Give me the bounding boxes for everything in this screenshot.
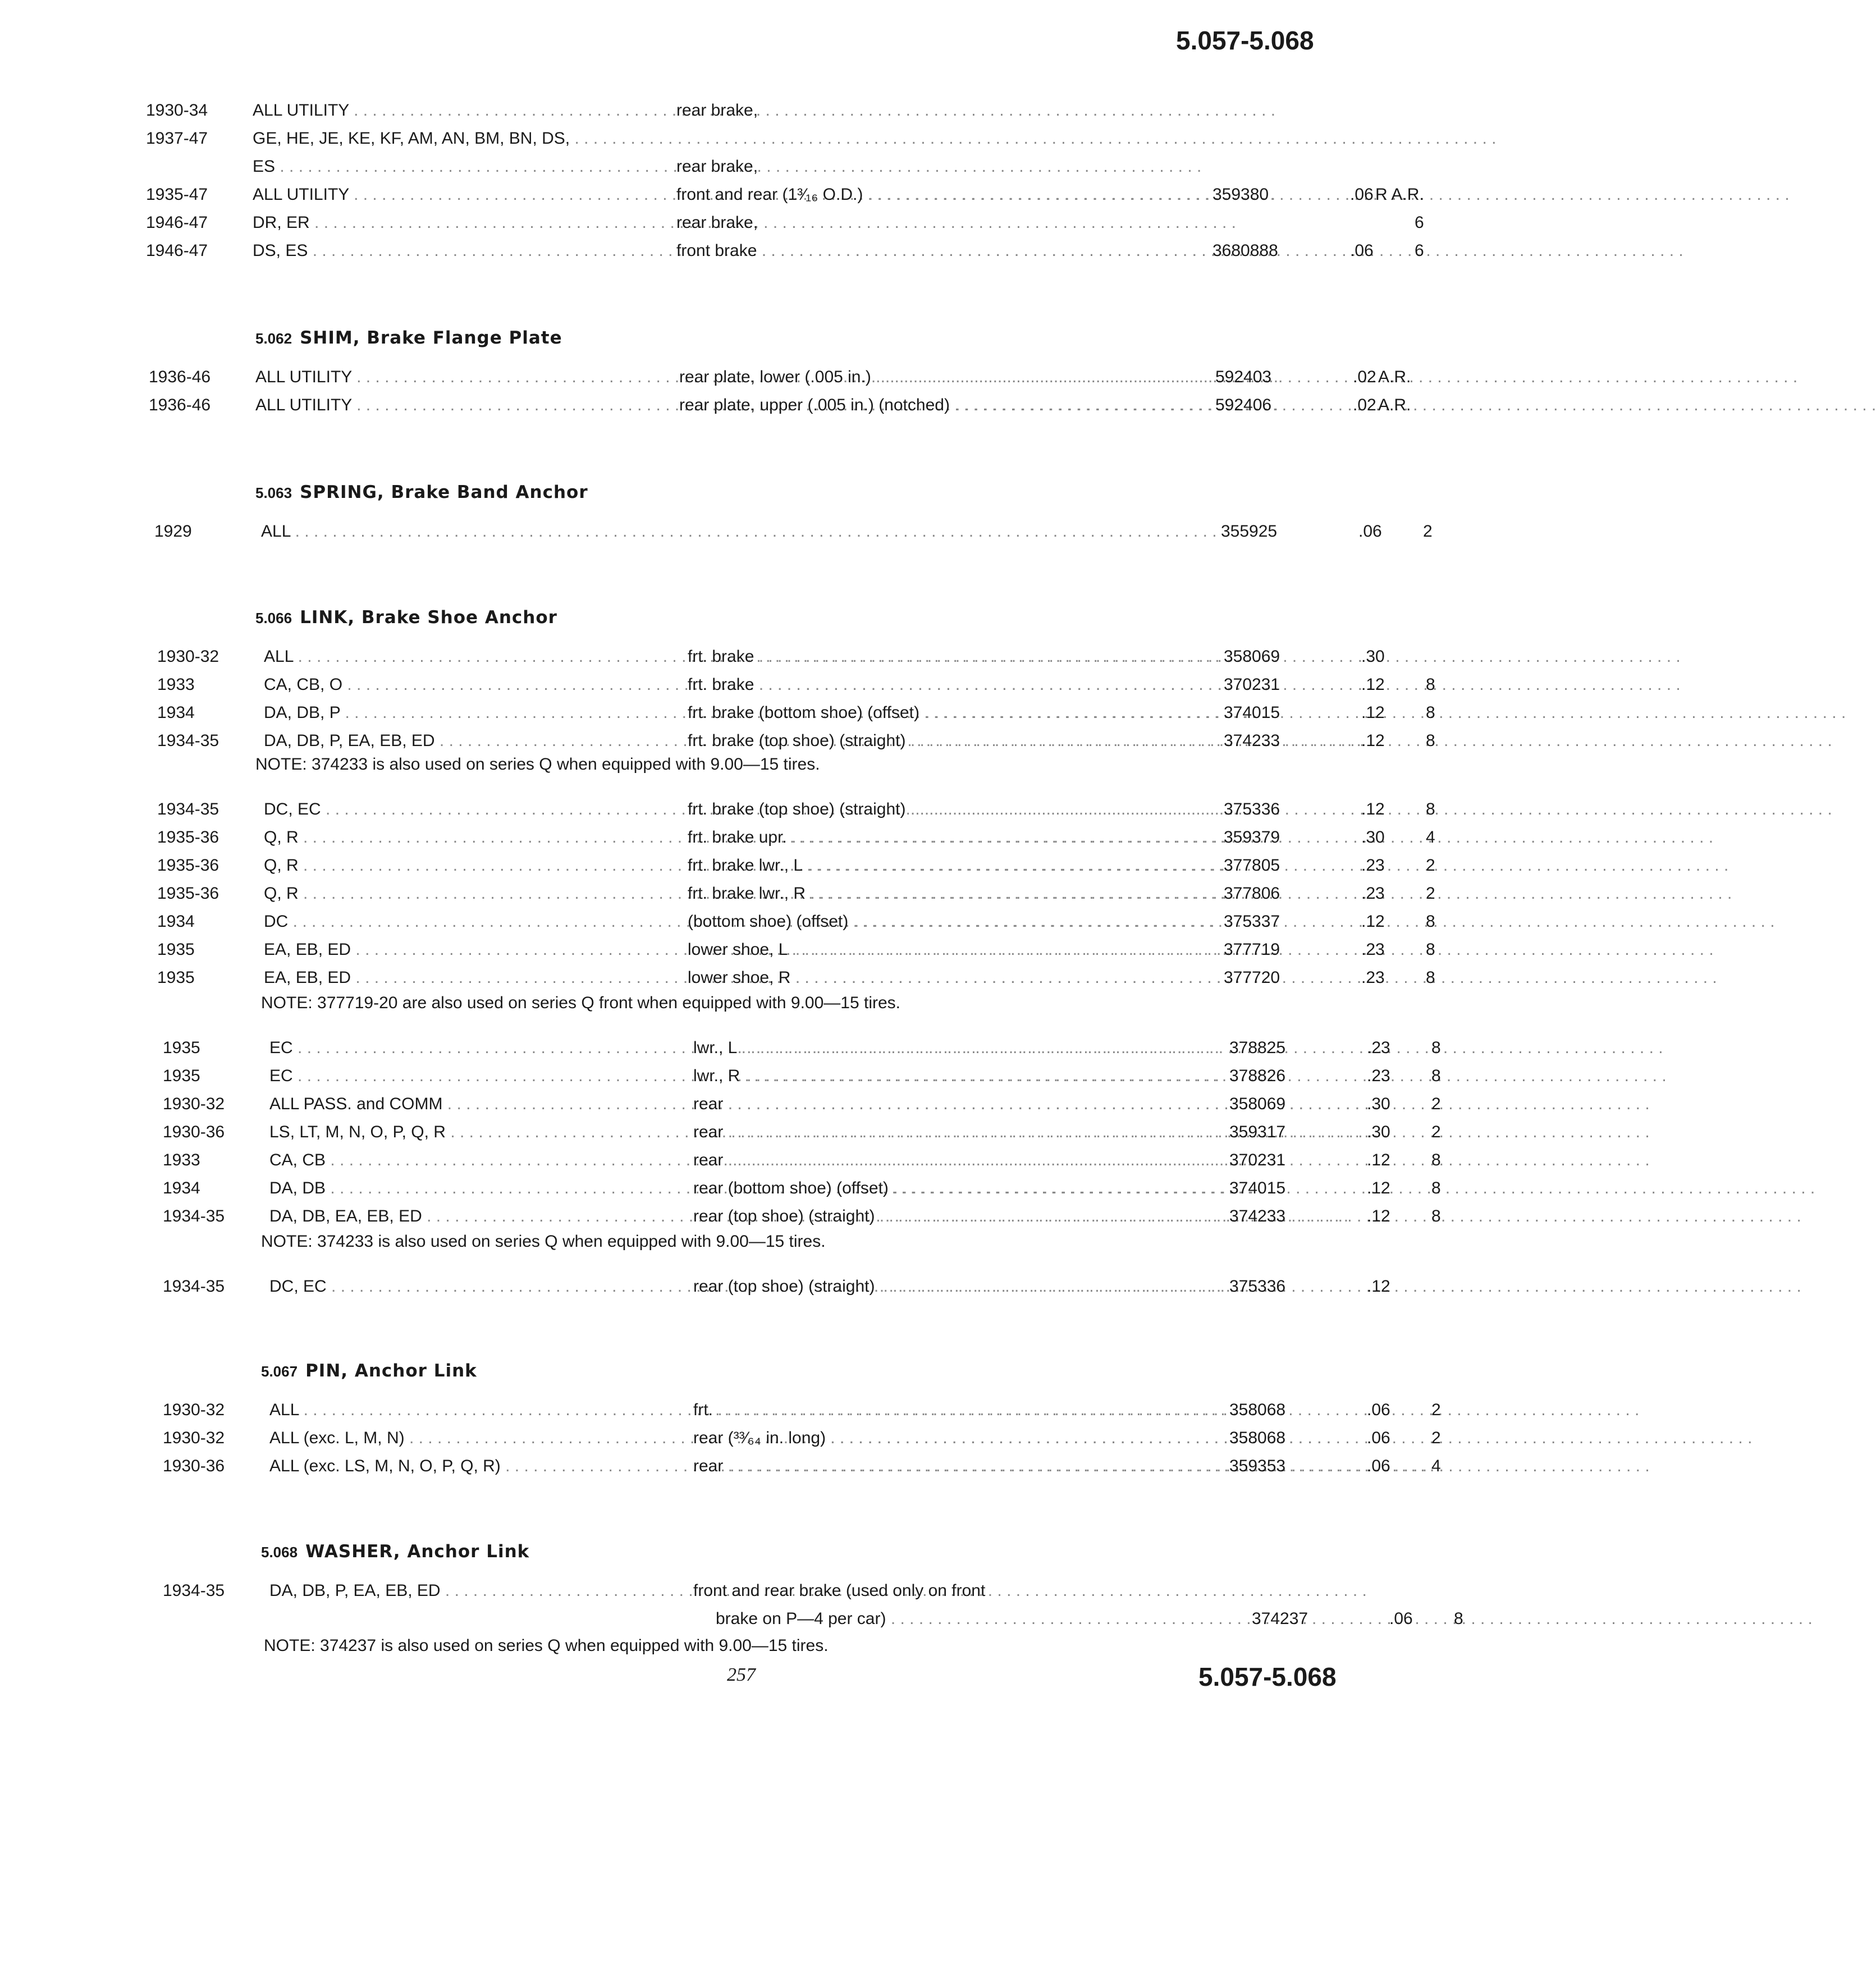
model-series: CA, CB . . . [269, 1148, 657, 1173]
note: NOTE: 374237 is also used on series Q when equipped with 9.00—15 tires. [264, 1636, 829, 1655]
part-number: 359353 [1229, 1457, 1286, 1475]
part-row [157, 797, 1435, 822]
page-range-footer: 5.057-5.068 [1198, 1662, 1337, 1691]
part-description: frt. brake lwr., R . . . [688, 881, 1201, 906]
model-series: EC . . . [269, 1036, 657, 1060]
part-description: lower shoe, R . . . [688, 966, 1201, 990]
page-number: 257 [727, 1664, 756, 1685]
quantity: 8 [1431, 1151, 1441, 1169]
part-row [149, 393, 1411, 418]
model-year: 1935-36 [157, 828, 219, 847]
model-year: 1933 [163, 1151, 200, 1169]
part-row [146, 211, 1424, 235]
part-row [154, 519, 1433, 544]
model-series: Q, R . . . [264, 853, 651, 878]
model-series: DC . . . [264, 909, 651, 934]
model-series: GE, HE, JE, KE, KF, AM, AN, BM, BN, DS, . . . [253, 126, 640, 151]
model-year: 1935-36 [157, 856, 219, 875]
quantity: 4 [1431, 1457, 1441, 1475]
part-row [146, 154, 1308, 179]
model-series: ALL . . . [264, 644, 651, 669]
model-series: ES . . . [253, 154, 640, 179]
model-year: 1937-47 [146, 129, 208, 148]
model-series: DA, DB . . . [269, 1176, 657, 1201]
price: .12 [1361, 675, 1385, 694]
part-row [157, 909, 1435, 934]
section-name: LINK, Brake Shoe Anchor [300, 607, 557, 628]
model-year: 1935-36 [157, 884, 219, 903]
price: .06 [1367, 1457, 1390, 1475]
model-series: DS, ES . . . [253, 239, 640, 263]
section-number: 5.066 [255, 610, 292, 626]
part-row [157, 853, 1435, 878]
quantity: 8 [1426, 731, 1435, 750]
model-year: 1935 [157, 940, 195, 959]
part-number: 374015 [1224, 703, 1280, 722]
model-series: DR, ER . . . [253, 211, 640, 235]
model-year: 1930-34 [146, 101, 208, 120]
part-number: 3680888 [1212, 241, 1278, 260]
section-title [255, 480, 588, 505]
model-year: 1930-36 [163, 1123, 225, 1141]
part-description: brake on P—4 per car) . . . [716, 1607, 1229, 1631]
price: .06 [1389, 1609, 1413, 1628]
price: .12 [1361, 731, 1385, 750]
part-description: rear (top shoe) (straight) . . . [693, 1204, 1207, 1229]
quantity: 2 [1431, 1429, 1441, 1447]
quantity: 8 [1426, 703, 1435, 722]
model-year: 1935 [163, 1067, 200, 1085]
part-number: 359317 [1229, 1123, 1286, 1141]
part-number: 377720 [1224, 968, 1280, 987]
part-number: 358068 [1229, 1429, 1286, 1447]
quantity: 2 [1431, 1401, 1441, 1419]
price: .06 [1367, 1401, 1390, 1419]
part-description: rear plate, upper (.005 in.) (notched) . . . [679, 393, 1193, 418]
quantity: 8 [1426, 912, 1435, 931]
price: .06 [1350, 185, 1374, 204]
part-number: 375336 [1224, 800, 1280, 818]
model-year: 1934 [163, 1179, 200, 1197]
part-description: rear plate, lower (.005 in.) . . . [679, 365, 1193, 390]
part-row [163, 1092, 1441, 1117]
part-row [157, 966, 1435, 990]
part-row [146, 126, 1308, 151]
part-row [163, 1454, 1441, 1479]
part-number: 374237 [1252, 1609, 1308, 1628]
price: .30 [1367, 1123, 1390, 1141]
model-series: DA, DB, P . . . [264, 701, 651, 725]
part-description: (bottom shoe) (offset) . . . [688, 909, 1201, 934]
model-series: ALL . . . [261, 519, 648, 544]
part-number: 358068 [1229, 1401, 1286, 1419]
model-year: 1934 [157, 703, 195, 722]
price: .12 [1367, 1151, 1390, 1169]
model-series: ALL UTILITY . . . [255, 365, 643, 390]
part-description: rear brake, [676, 213, 758, 232]
part-description: rear . . . [693, 1092, 1207, 1117]
price: .23 [1367, 1067, 1390, 1085]
model-year: 1935 [163, 1039, 200, 1057]
quantity: 2 [1431, 1123, 1441, 1141]
price: .23 [1361, 884, 1385, 903]
model-year: 1934-35 [163, 1581, 225, 1600]
model-series: Q, R . . . [264, 825, 651, 850]
model-year: 1930-36 [163, 1457, 225, 1475]
part-row [163, 1148, 1441, 1173]
quantity: 8 [1431, 1039, 1441, 1057]
quantity: 2 [1426, 856, 1435, 875]
part-row [146, 239, 1424, 263]
part-description: frt. . . . [693, 1398, 1207, 1422]
price: .12 [1361, 703, 1385, 722]
model-series: DC, EC . . . [264, 797, 651, 822]
price: .30 [1367, 1095, 1390, 1113]
part-number: 358069 [1224, 647, 1280, 666]
part-description: rear (bottom shoe) (offset) . . . [693, 1176, 1207, 1201]
quantity: 8 [1426, 968, 1435, 987]
part-row [146, 98, 1308, 123]
model-year: 1933 [157, 675, 195, 694]
model-series: ALL UTILITY . . . [253, 182, 640, 207]
model-year: 1934-35 [157, 731, 219, 750]
page-range-header: 5.057-5.068 [1176, 26, 1314, 55]
part-number: 359379 [1224, 828, 1280, 847]
price: .06 [1350, 241, 1374, 260]
part-number: 378826 [1229, 1067, 1286, 1085]
model-series: ALL PASS. and COMM . . . [269, 1092, 657, 1117]
model-year: 1936-46 [149, 368, 211, 386]
part-row [163, 1120, 1441, 1145]
model-series: DA, DB, EA, EB, ED . . . [269, 1204, 657, 1229]
quantity: 8 [1426, 800, 1435, 818]
part-row [157, 644, 1385, 669]
part-number: 370231 [1229, 1151, 1286, 1169]
section-number: 5.068 [261, 1544, 298, 1561]
part-row [157, 701, 1435, 725]
quantity: 6 [1415, 241, 1424, 260]
model-series: EA, EB, ED . . . [264, 966, 651, 990]
model-series: LS, LT, M, N, O, P, Q, R . . . [269, 1120, 657, 1145]
model-year: 1930-32 [163, 1095, 225, 1113]
price: .02 [1353, 396, 1376, 414]
quantity: 8 [1431, 1067, 1441, 1085]
part-row [146, 182, 1424, 207]
section-number: 5.067 [261, 1363, 298, 1380]
model-series: ALL (exc. LS, M, N, O, P, Q, R) . . . [269, 1454, 657, 1479]
part-description: front brake . . . [676, 239, 1190, 263]
part-row [163, 1036, 1441, 1060]
section-number: 5.063 [255, 484, 292, 501]
section-name: WASHER, Anchor Link [305, 1542, 530, 1562]
part-number: 377805 [1224, 856, 1280, 875]
part-description: rear (³³⁄₆₄ in. long) . . . [693, 1426, 1207, 1451]
section-title [261, 1539, 529, 1565]
part-description: rear . . . [693, 1148, 1207, 1173]
part-row [185, 1607, 1463, 1631]
price: .12 [1367, 1179, 1390, 1197]
part-description: rear . . . [693, 1454, 1207, 1479]
part-description: front and rear brake (used only on front [693, 1581, 986, 1600]
part-row [163, 1274, 1390, 1299]
model-year: 1946-47 [146, 241, 208, 260]
price: .12 [1361, 800, 1385, 818]
note: NOTE: 374233 is also used on series Q when equipped with 9.00—15 tires. [261, 1232, 826, 1251]
part-description: frt. brake (top shoe) (straight) . . . [688, 797, 1201, 822]
model-series: DA, DB, P, EA, EB, ED . . . [264, 729, 651, 753]
price: .30 [1361, 828, 1385, 847]
price: .23 [1361, 856, 1385, 875]
note: NOTE: 374233 is also used on series Q when equipped with 9.00—15 tires. [255, 755, 820, 774]
model-year: 1935 [157, 968, 195, 987]
part-description: frt. brake . . . [688, 644, 1201, 669]
part-description: rear brake, [676, 157, 758, 176]
price: .12 [1367, 1277, 1390, 1296]
quantity: 2 [1423, 522, 1433, 541]
model-series: CA, CB, O . . . [264, 673, 651, 697]
part-description: lwr., L . . . [693, 1036, 1207, 1060]
part-description: frt. brake (bottom shoe) (offset) . . . [688, 701, 1201, 725]
section-title [255, 605, 557, 630]
part-row [163, 1579, 1308, 1603]
price: .02 [1353, 368, 1376, 386]
part-row [157, 673, 1435, 697]
part-row [163, 1064, 1441, 1088]
part-number: 375337 [1224, 912, 1280, 931]
quantity: 8 [1431, 1207, 1441, 1225]
price: .23 [1361, 968, 1385, 987]
price: .12 [1367, 1207, 1390, 1225]
quantity: 4 [1426, 828, 1435, 847]
part-row [163, 1204, 1441, 1229]
quantity: 8 [1454, 1609, 1463, 1628]
part-number: 592406 [1215, 396, 1272, 414]
part-description: frt. brake upr. . . . [688, 825, 1201, 850]
part-row [163, 1398, 1441, 1422]
model-year: 1934 [157, 912, 195, 931]
model-series: ALL . . . [269, 1398, 657, 1422]
section-title [261, 1358, 477, 1384]
model-series: ALL UTILITY . . . [253, 98, 640, 123]
quantity: 6 [1415, 213, 1424, 232]
model-year: 1934-35 [163, 1207, 225, 1225]
part-number: 592403 [1215, 368, 1272, 386]
part-description: lower shoe, L . . . [688, 937, 1201, 962]
quantity: 8 [1431, 1179, 1441, 1197]
part-row [157, 881, 1435, 906]
part-number: 378825 [1229, 1039, 1286, 1057]
part-number: 359380 [1212, 185, 1269, 204]
model-year: 1935-47 [146, 185, 208, 204]
part-row [157, 729, 1435, 753]
part-description: frt. brake . . . [688, 673, 1201, 697]
model-year: 1930-32 [157, 647, 219, 666]
quantity: 8 [1426, 940, 1435, 959]
part-number: 358069 [1229, 1095, 1286, 1113]
model-series: DC, EC . . . [269, 1274, 657, 1299]
part-description: rear (top shoe) (straight) . . . [693, 1274, 1207, 1299]
section-name: SPRING, Brake Band Anchor [300, 482, 588, 502]
part-number: 374233 [1224, 731, 1280, 750]
part-number: 374015 [1229, 1179, 1286, 1197]
part-number: 377719 [1224, 940, 1280, 959]
quantity: 2 [1426, 884, 1435, 903]
part-description: frt. brake (top shoe) (straight) . . . [688, 729, 1201, 753]
part-row [157, 825, 1435, 850]
model-year: 1930-32 [163, 1401, 225, 1419]
model-year: 1936-46 [149, 396, 211, 414]
quantity: 2 [1431, 1095, 1441, 1113]
quantity: R A.R. [1375, 185, 1424, 204]
model-year: 1946-47 [146, 213, 208, 232]
section-title [255, 326, 562, 351]
price: .06 [1358, 522, 1382, 541]
part-description: front and rear (1³⁄₁₆ O.D.) . . . [676, 182, 1190, 207]
part-number: 370231 [1224, 675, 1280, 694]
part-row [163, 1176, 1441, 1201]
section-name: PIN, Anchor Link [305, 1361, 477, 1381]
price: .30 [1361, 647, 1385, 666]
model-series: EC . . . [269, 1064, 657, 1088]
part-number: 374233 [1229, 1207, 1286, 1225]
model-series: ALL UTILITY . . . [255, 393, 643, 418]
price: .06 [1367, 1429, 1390, 1447]
model-series: Q, R . . . [264, 881, 651, 906]
part-number: 375336 [1229, 1277, 1286, 1296]
section-number: 5.062 [255, 330, 292, 347]
part-number: 355925 [1221, 522, 1278, 541]
part-description: rear . . . [693, 1120, 1207, 1145]
section-name: SHIM, Brake Flange Plate [300, 328, 562, 348]
model-series: DA, DB, P, EA, EB, ED . . . [269, 1579, 657, 1603]
model-series: ALL (exc. L, M, N) . . . [269, 1426, 657, 1451]
price: .12 [1361, 912, 1385, 931]
model-series: EA, EB, ED . . . [264, 937, 651, 962]
price: .23 [1361, 940, 1385, 959]
quantity: A.R. [1378, 368, 1411, 386]
quantity: 8 [1426, 675, 1435, 694]
model-year: 1934-35 [157, 800, 219, 818]
part-row [157, 937, 1435, 962]
part-description: lwr., R . . . [693, 1064, 1207, 1088]
note: NOTE: 377719-20 are also used on series Q front when equipped with 9.00—15 tires. [261, 994, 900, 1012]
part-row [163, 1426, 1441, 1451]
model-year: 1930-32 [163, 1429, 225, 1447]
part-description: rear brake, [676, 101, 758, 120]
part-number: 377806 [1224, 884, 1280, 903]
quantity: A.R. [1378, 396, 1411, 414]
price: .23 [1367, 1039, 1390, 1057]
part-row [149, 365, 1411, 390]
model-year: 1934-35 [163, 1277, 225, 1296]
part-description: frt. brake lwr., L . . . [688, 853, 1201, 878]
model-year: 1929 [154, 522, 192, 541]
